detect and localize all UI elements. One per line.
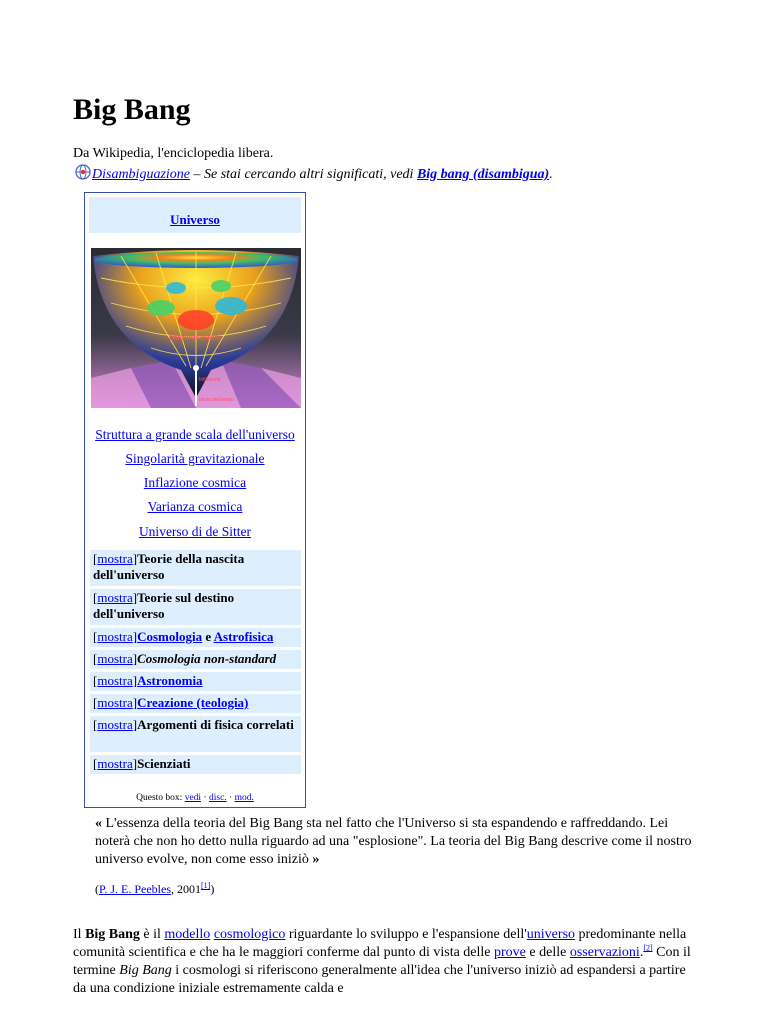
para-text: è il: [139, 927, 165, 942]
para-text: e delle: [525, 945, 570, 960]
disambiguation-note: [75, 164, 553, 185]
page-subtitle: Da Wikipedia, l'enciclopedia libera.: [73, 146, 274, 161]
para-text: .: [639, 945, 644, 960]
quote-citation: [95, 881, 214, 897]
cite-paren-open: (: [95, 882, 99, 896]
row-label: Teorie sul destino dell'universo: [93, 590, 235, 621]
universo-text-link[interactable]: universo: [526, 927, 576, 942]
nucleosynthesis-label: Nucleosintesi: [169, 333, 222, 342]
peebles-link[interactable]: P. J. E. Peebles: [99, 882, 171, 896]
row-label: Scienziati: [137, 756, 191, 771]
reference-1-link[interactable]: [1]: [201, 881, 211, 890]
collapsible-row-argomenti-fisica: [mostra]Argomenti di fisica correlati: [90, 716, 301, 752]
quote-text: L'essenza della teoria del Big Bang sta nel fatto che l'Universo si sta espandendo e raffreddando. Lei noterà che non ho detto nulla riguardo ad una "esplosione". La teoria del Big Bang descrive come il nostro universo evolve, non come esso iniziò: [95, 816, 692, 867]
collapsible-row-creazione: [mostra]Creazione (teologia): [90, 694, 301, 713]
row-connector: e: [202, 629, 214, 644]
disambiguation-text: – Se stai cercando altri significati, vedi: [190, 167, 417, 182]
link-singolarita-gravitazionale[interactable]: Singolarità gravitazionale: [125, 451, 265, 466]
link-inflazione-cosmica[interactable]: Inflazione cosmica: [143, 475, 247, 490]
universe-cone-image: [91, 248, 301, 408]
quote-close-mark: »: [312, 852, 320, 867]
inflation-label: Inflazione: [199, 377, 221, 383]
intro-paragraph: [73, 926, 698, 998]
link-varianza-cosmica[interactable]: Varianza cosmica: [147, 499, 243, 514]
show-toggle[interactable]: mostra: [97, 756, 133, 771]
show-toggle[interactable]: mostra: [97, 695, 133, 710]
show-toggle[interactable]: mostra: [97, 673, 133, 688]
show-toggle[interactable]: mostra: [97, 717, 133, 732]
footer-prefix: Questo box:: [136, 793, 185, 803]
row-label: Cosmologia non-standard: [137, 651, 277, 666]
creazione-teologia-link[interactable]: Creazione (teologia): [137, 695, 249, 710]
cite-year: , 2001: [171, 882, 201, 896]
show-toggle[interactable]: mostra: [97, 651, 133, 666]
infobox-header: [89, 197, 301, 233]
footer-vedi-link[interactable]: vedi: [184, 793, 202, 803]
page-title: Big Bang: [73, 93, 191, 126]
osservazioni-link[interactable]: osservazioni: [569, 945, 640, 960]
show-toggle[interactable]: mostra: [97, 551, 133, 566]
collapsible-row-cosmologia-non-standard: [mostra]Cosmologia non-standard: [90, 650, 301, 669]
cosmologico-link[interactable]: cosmologico: [213, 927, 286, 942]
footer-mod-link[interactable]: mod.: [234, 793, 254, 803]
beginning-of-time-label: Inizio del tempo: [199, 397, 235, 403]
footer-disc-link[interactable]: disc.: [208, 793, 227, 803]
reference-2-link[interactable]: [2]: [643, 943, 653, 953]
collapsible-row-teorie-nascita: [mostra]Teorie della nascita dell'universo: [90, 550, 301, 586]
para-text: i cosmologi si riferiscono generalmente all'idea che l'universo iniziò ad espandersi a partire da una condizione iniziale estremamente calda e: [73, 963, 686, 996]
footer-sep: ·: [226, 793, 235, 803]
para-text: Con il termine: [73, 945, 691, 978]
collapsible-row-scienziati: [mostra]Scienziati: [90, 755, 301, 774]
big-bang-disambigua-link[interactable]: Big bang (disambigua): [416, 167, 550, 182]
peebles-quote: [95, 815, 695, 869]
disambiguation-link[interactable]: Disambiguazione: [92, 167, 190, 182]
big-bang-italic-term: Big Bang: [119, 963, 172, 978]
universe-infobox: [84, 192, 306, 808]
show-toggle[interactable]: mostra: [97, 590, 133, 605]
footer-sep: ·: [201, 793, 209, 803]
show-toggle[interactable]: mostra: [97, 629, 133, 644]
cosmologia-link[interactable]: Cosmologia: [137, 629, 203, 644]
astrofisica-link[interactable]: Astrofisica: [213, 629, 274, 644]
cite-paren-close: ): [210, 882, 215, 896]
link-universo-de-sitter[interactable]: Universo di de Sitter: [138, 524, 252, 539]
row-label: Argomenti di fisica correlati: [137, 717, 294, 732]
infobox-footer: [85, 793, 305, 803]
row-label: Teorie della nascita dell'universo: [93, 551, 245, 582]
collapsible-row-cosmologia-astrofisica: [mostra]Cosmologia e Astrofisica: [90, 628, 301, 647]
prove-link[interactable]: prove: [494, 945, 526, 960]
big-bang-term: Big Bang: [85, 927, 140, 942]
universo-link[interactable]: Universo: [170, 212, 220, 227]
disambiguation-end: .: [549, 167, 553, 182]
para-text: riguardante lo sviluppo e l'espansione dell': [285, 927, 527, 942]
modello-link[interactable]: modello: [164, 927, 211, 942]
collapsible-row-teorie-destino: [mostra]Teorie sul destino dell'universo: [90, 589, 301, 625]
quote-open-mark: «: [95, 816, 102, 831]
link-struttura-grande-scala[interactable]: Struttura a grande scala dell'universo: [95, 427, 295, 442]
astronomia-link[interactable]: Astronomia: [137, 673, 203, 688]
para-text: Il: [73, 927, 86, 942]
collapsible-row-astronomia: [mostra]Astronomia: [90, 672, 301, 691]
para-text: predominante nella comunità scientifica e che ha le maggiori conferme dal punto di vista delle: [73, 927, 687, 960]
disambiguation-globe-icon: [75, 164, 91, 180]
